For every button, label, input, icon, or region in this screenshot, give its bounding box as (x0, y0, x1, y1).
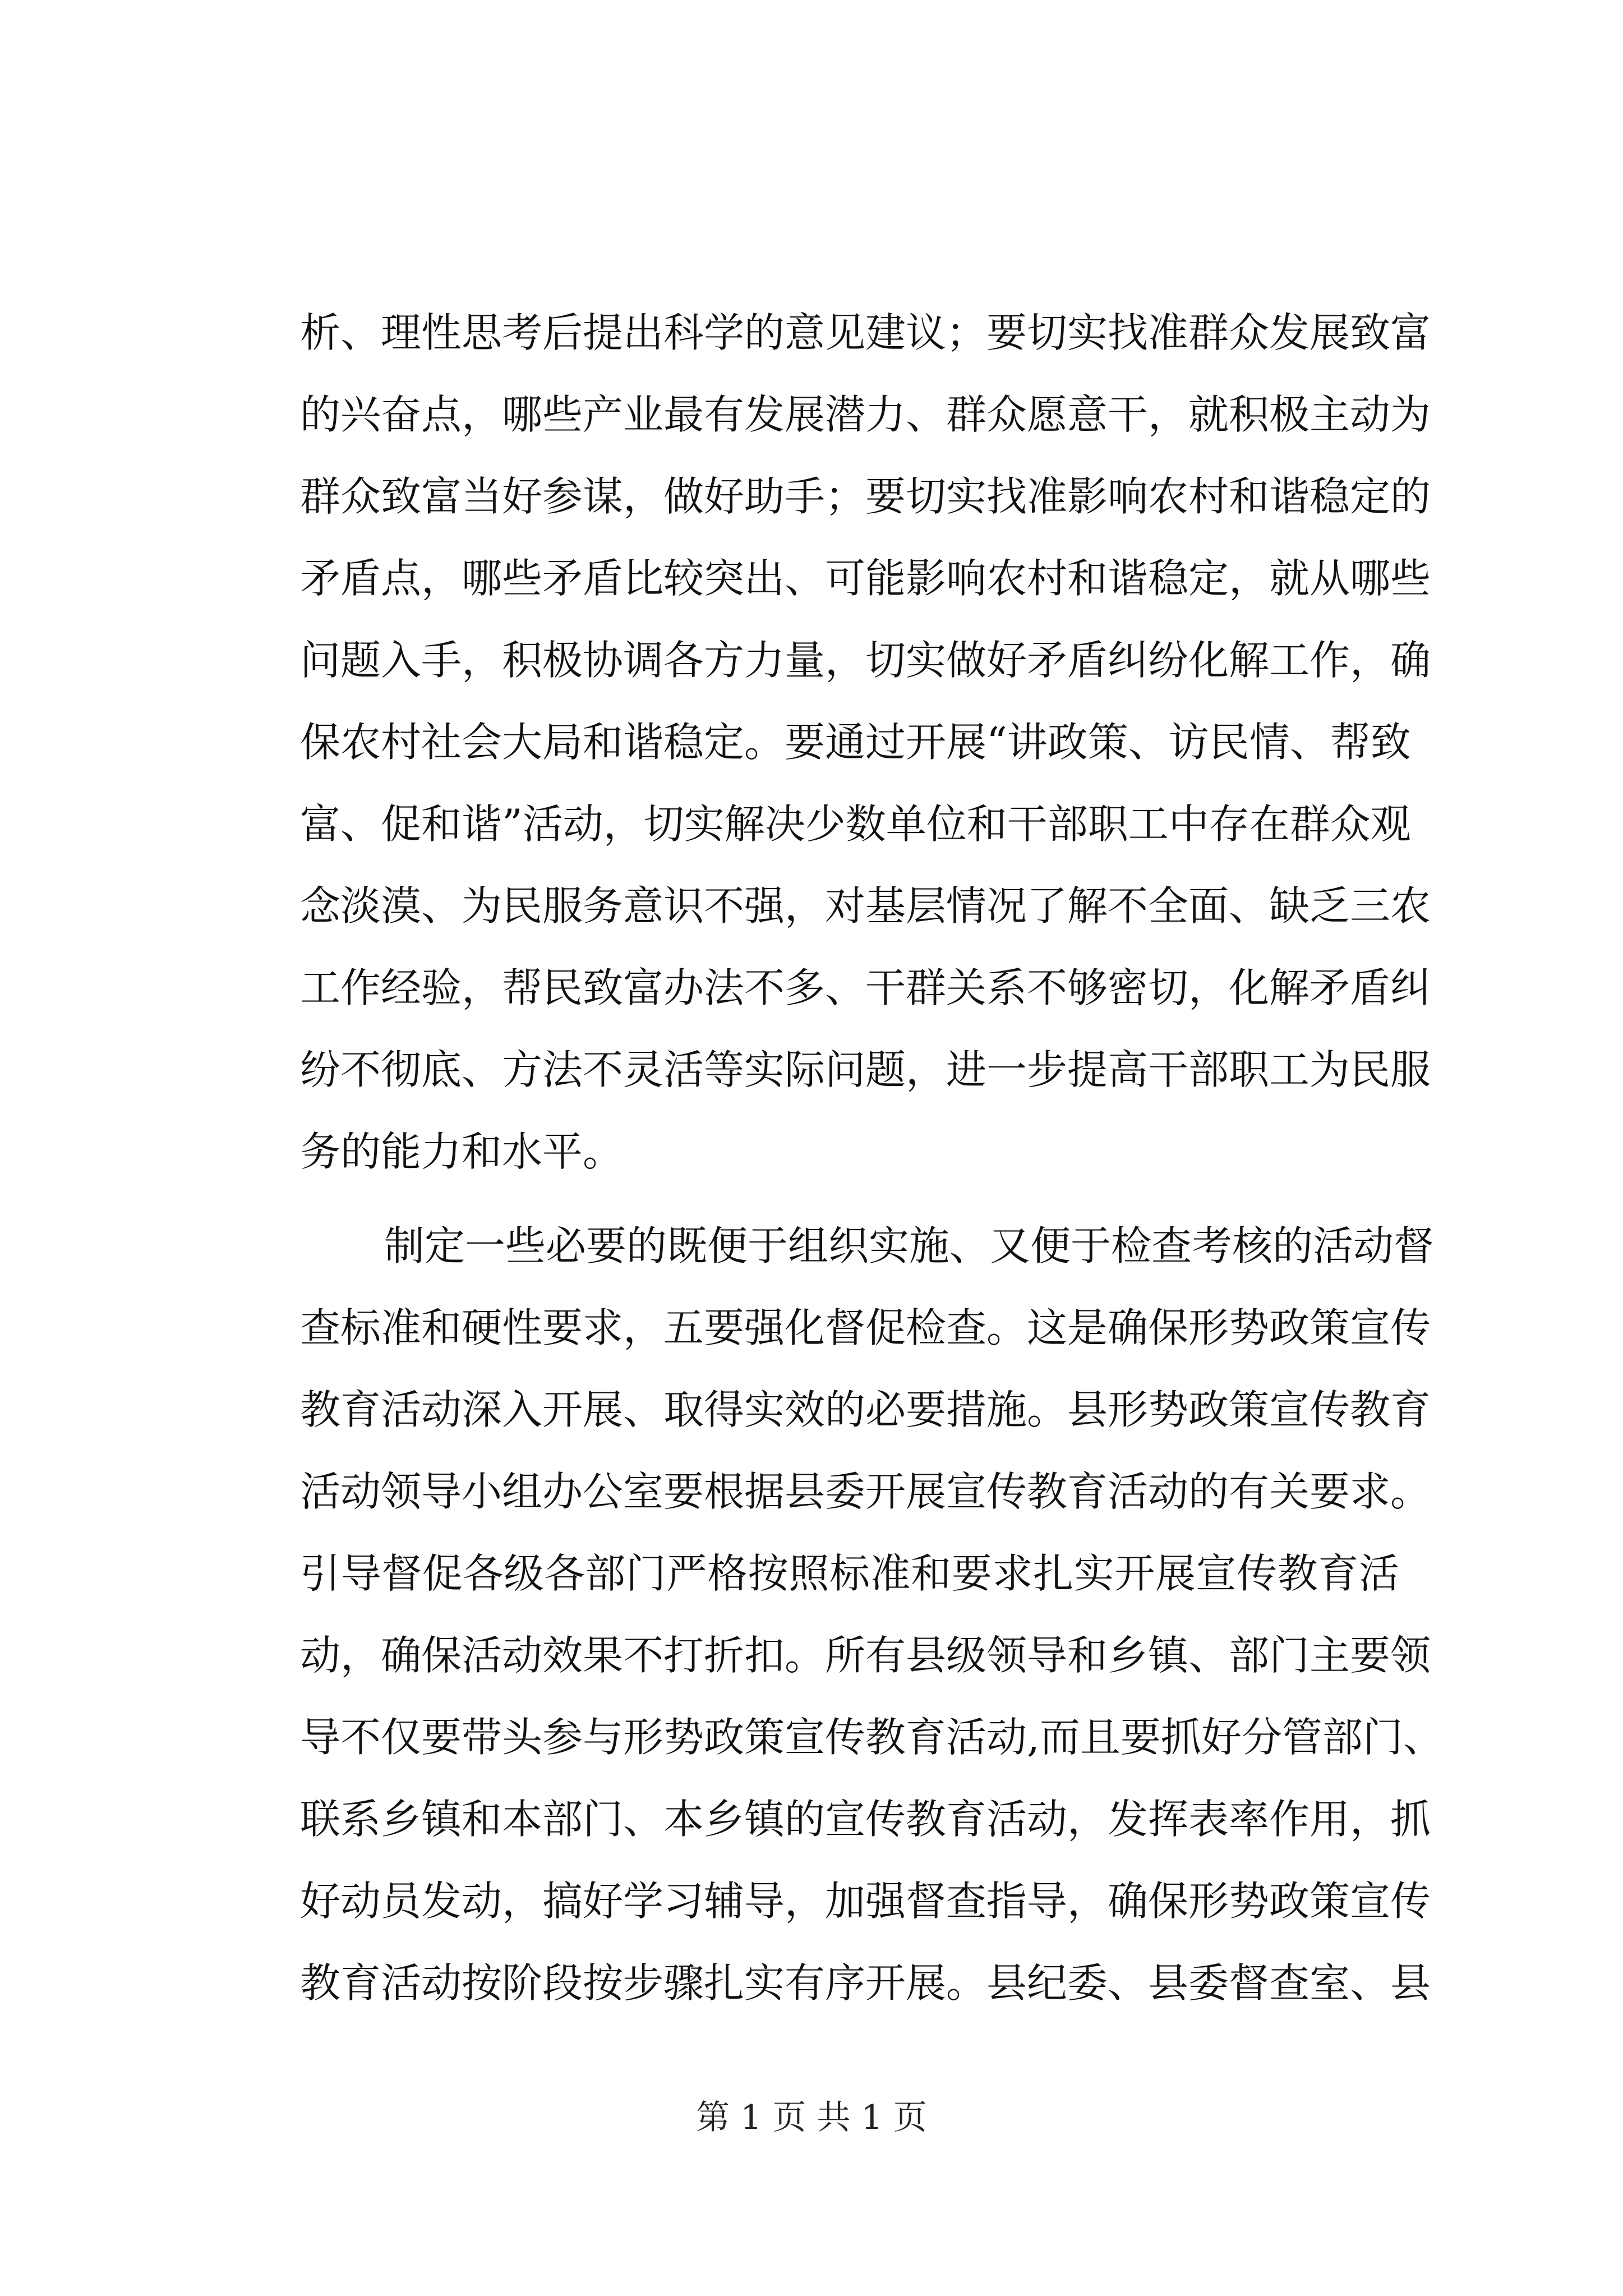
text-line: 纷不彻底、方法不灵活等实际问题，进一步提高干部职工为民服 (300, 1046, 1431, 1093)
text-line: 群众致富当好参谋，做好助手；要切实找准影响农村和谐稳定的 (300, 473, 1431, 520)
paragraph (300, 292, 1431, 1193)
text-line: 教育活动深入开展、取得实效的必要措施。县形势政策宣传教育 (300, 1386, 1431, 1433)
page-footer: 第 1 页 共 1 页 (696, 2098, 927, 2137)
text-line: 析、理性思考后提出科学的意见建议；要切实找准群众发展致富 (300, 309, 1431, 356)
text-line: 动，确保活动效果不打折扣。所有县级领导和乡镇、部门主要领 (300, 1632, 1431, 1679)
text-line: 富、促和谐”活动，切实解决少数单位和干部职工中存在群众观 (300, 800, 1411, 848)
text-line: 的兴奋点，哪些产业最有发展潜力、群众愿意干，就积极主动为 (300, 391, 1431, 438)
text-line: 工作经验，帮民致富办法不多、干群关系不够密切，化解矛盾纠 (300, 964, 1431, 1011)
text-line: 务的能力和水平。 (300, 1128, 624, 1175)
text-line: 保农村社会大局和谐稳定。要通过开展“讲政策、访民情、帮致 (300, 719, 1411, 766)
text-line: 好动员发动，搞好学习辅导，加强督查指导，确保形势政策宣传 (300, 1878, 1431, 1925)
text-line: 念淡漠、为民服务意识不强，对基层情况了解不全面、缺乏三农 (300, 882, 1431, 930)
text-line: 活动领导小组办公室要根据县委开展宣传教育活动的有关要求。 (300, 1468, 1431, 1515)
text-line: 问题入手，积极协调各方力量，切实做好矛盾纠纷化解工作，确 (300, 637, 1431, 684)
paragraph (300, 1205, 1444, 2024)
text-line: 导不仅要带头参与形势政策宣传教育活动,而且要抓好分管部门、 (300, 1714, 1444, 1761)
text-line: 教育活动按阶段按步骤扎实有序开展。县纪委、县委督查室、县 (300, 1959, 1431, 2007)
body-text (300, 292, 1444, 2024)
text-line: 联系乡镇和本部门、本乡镇的宣传教育活动，发挥表率作用，抓 (300, 1796, 1431, 1843)
text-line: 查标准和硬性要求，五要强化督促检查。这是确保形势政策宣传 (300, 1304, 1431, 1351)
text-line: 矛盾点，哪些矛盾比较突出、可能影响农村和谐稳定，就从哪些 (300, 555, 1431, 602)
text-line: 引导督促各级各部门严格按照标准和要求扎实开展宣传教育活 (300, 1550, 1399, 1597)
text-line: 制定一些必要的既便于组织实施、又便于检查考核的活动督 (384, 1222, 1435, 1269)
paragraph-gap (300, 1193, 1399, 1205)
